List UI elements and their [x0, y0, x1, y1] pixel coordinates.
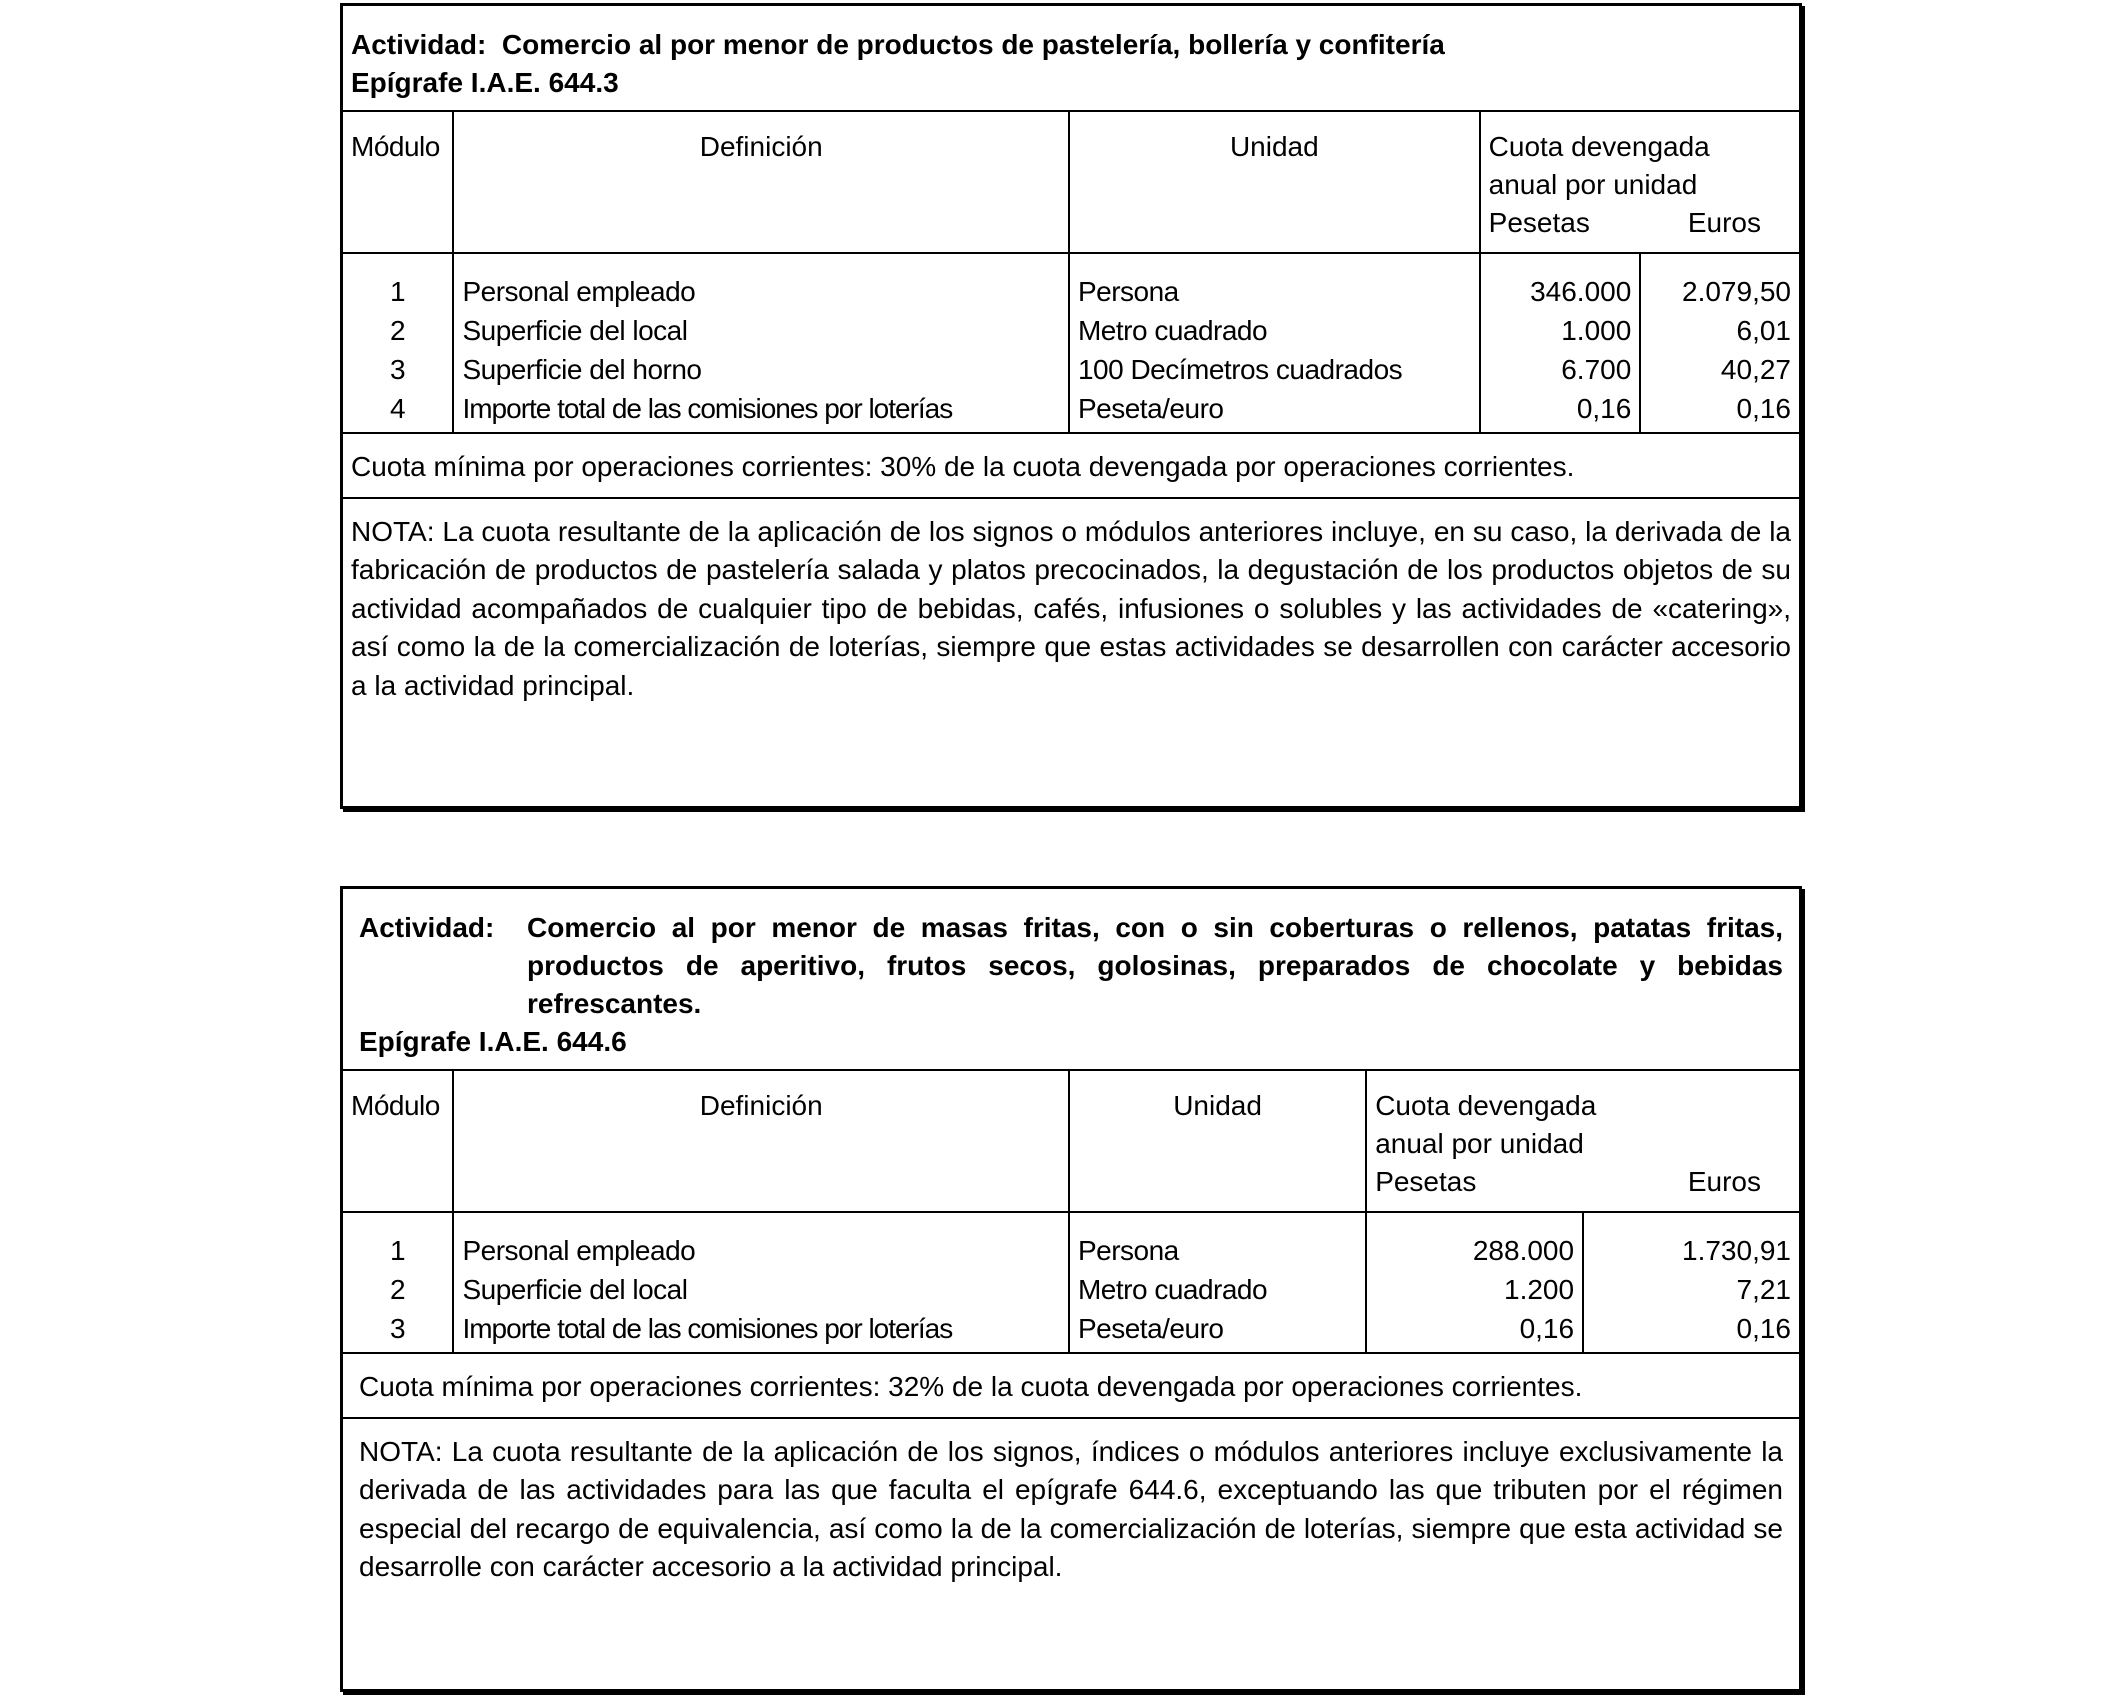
nota-text: NOTA: La cuota resultante de la aplicación de los signos, índices o módulos anteriores incluye exclusivamente la derivada de las actividades para las que faculta el epígrafe 644.6, exceptuando las que tributen por el régimen especial del recargo de equivalencia, así como la de la comercialización de loterías, siempre que esta actividad se desarrolle con carácter accesorio a la actividad principal.: [359, 1435, 1783, 1582]
cell-euros: 0,16: [1736, 1313, 1791, 1344]
actividad-header: [343, 889, 1799, 1071]
table-row: [343, 311, 1799, 350]
header-cuota-line2: anual por unidad: [1488, 169, 1698, 200]
actividad-header: [343, 6, 1799, 112]
cell-definicion: Importe total de las comisiones por loterías: [453, 1309, 1069, 1352]
cell-definicion: Superficie del local: [453, 311, 1069, 350]
cell-unidad: Persona: [1069, 253, 1480, 311]
cell-pesetas: 0,16: [1366, 1309, 1583, 1352]
cuota-minima-text: Cuota mínima por operaciones corrientes: 30% de la cuota devengada por operaciones corrientes.: [343, 434, 1799, 499]
table-row: [343, 1212, 1799, 1270]
epigrafe-label: Epígrafe I.A.E. 644.3: [351, 67, 619, 98]
cell-unidad: Peseta/euro: [1069, 1309, 1366, 1352]
cell-euros: 7,21: [1736, 1274, 1791, 1305]
cell-modulo: 3: [343, 1309, 453, 1352]
header-pesetas: Pesetas: [1375, 1166, 1477, 1197]
header-definicion: Definición: [453, 1071, 1069, 1212]
header-cuota-line2: anual por unidad: [1375, 1128, 1584, 1159]
cell-modulo: 1: [343, 253, 453, 311]
header-cuota: [1366, 1071, 1799, 1212]
table-header-row: [343, 112, 1799, 253]
table-row: [343, 253, 1799, 311]
cell-pesetas: 288.000: [1366, 1212, 1583, 1270]
cell-definicion: Personal empleado: [453, 253, 1069, 311]
modulos-table-644-6: [340, 886, 1802, 1692]
nota-text: NOTA: La cuota resultante de la aplicación de los signos o módulos anteriores incluye, en su caso, la derivada de la fabricación de productos de pastelería salada y platos precocinados, la degustación de los productos objetos de su actividad acompañados de cualquier tipo de bebidas, cafés, infusiones o solubles y las actividades de «catering», así como la de la comercialización de loterías, siempre que estas actividades se desarrollen con carácter accesorio a la actividad principal.: [351, 515, 1791, 701]
table-header-row: [343, 1071, 1799, 1212]
cell-definicion: Personal empleado: [453, 1212, 1069, 1270]
cell-pesetas: 6.700: [1480, 350, 1641, 389]
cell-pesetas: 1.200: [1366, 1270, 1583, 1309]
header-modulo: Módulo: [343, 1071, 453, 1212]
header-unidad: Unidad: [1069, 1071, 1366, 1212]
cell-euros: 2.079,50: [1682, 276, 1791, 307]
table-row: [343, 1309, 1799, 1352]
cell-unidad: Metro cuadrado: [1069, 1270, 1366, 1309]
cell-definicion: Superficie del local: [453, 1270, 1069, 1309]
header-euros: Euros: [1687, 207, 1761, 238]
header-definicion: Definición: [453, 112, 1069, 253]
actividad-label: Actividad:: [351, 29, 487, 60]
cell-unidad: Metro cuadrado: [1069, 311, 1480, 350]
header-cuota-line1: Cuota devengada: [1488, 131, 1710, 162]
cell-modulo: 2: [343, 1270, 453, 1309]
cell-euros: 0,16: [1736, 393, 1791, 424]
cuota-minima-text: Cuota mínima por operaciones corrientes: 32% de la cuota devengada por operaciones corrientes.: [343, 1354, 1799, 1419]
modulos-table-644-3: [340, 3, 1802, 809]
actividad-text: Comercio al por menor de masas fritas, con o sin coberturas o rellenos, patatas fritas, productos de aperitivo, frutos secos, golosinas, preparados de chocolate y bebidas refrescantes.: [527, 912, 1783, 1019]
cell-modulo: 4: [343, 389, 453, 432]
cell-definicion: Superficie del horno: [453, 350, 1069, 389]
epigrafe-label: Epígrafe I.A.E. 644.6: [359, 1026, 627, 1057]
cell-pesetas: 0,16: [1480, 389, 1641, 432]
cell-unidad: Persona: [1069, 1212, 1366, 1270]
cell-unidad: Peseta/euro: [1069, 389, 1480, 432]
header-cuota-line1: Cuota devengada: [1375, 1090, 1597, 1121]
cell-definicion: Importe total de las comisiones por loterías: [453, 389, 1069, 432]
modulos-grid: [343, 1071, 1799, 1354]
table-row: [343, 389, 1799, 432]
actividad-text: Comercio al por menor de productos de pastelería, bollería y confitería: [501, 29, 1445, 60]
cell-pesetas: 1.000: [1480, 311, 1641, 350]
cell-pesetas: 346.000: [1480, 253, 1641, 311]
cell-modulo: 1: [343, 1212, 453, 1270]
header-modulo: Módulo: [343, 112, 453, 253]
cell-unidad: 100 Decímetros cuadrados: [1069, 350, 1480, 389]
cell-euros: 1.730,91: [1682, 1235, 1791, 1266]
cell-modulo: 2: [343, 311, 453, 350]
table-row: [343, 1270, 1799, 1309]
header-unidad: Unidad: [1069, 112, 1480, 253]
modulos-grid: [343, 112, 1799, 434]
cell-modulo: 3: [343, 350, 453, 389]
header-euros: Euros: [1687, 1166, 1761, 1197]
header-cuota: [1480, 112, 1799, 253]
actividad-label: Actividad:: [359, 912, 495, 943]
cell-euros: 6,01: [1736, 315, 1791, 346]
table-row: [343, 350, 1799, 389]
cell-euros: 40,27: [1720, 354, 1791, 385]
header-pesetas: Pesetas: [1488, 207, 1590, 238]
